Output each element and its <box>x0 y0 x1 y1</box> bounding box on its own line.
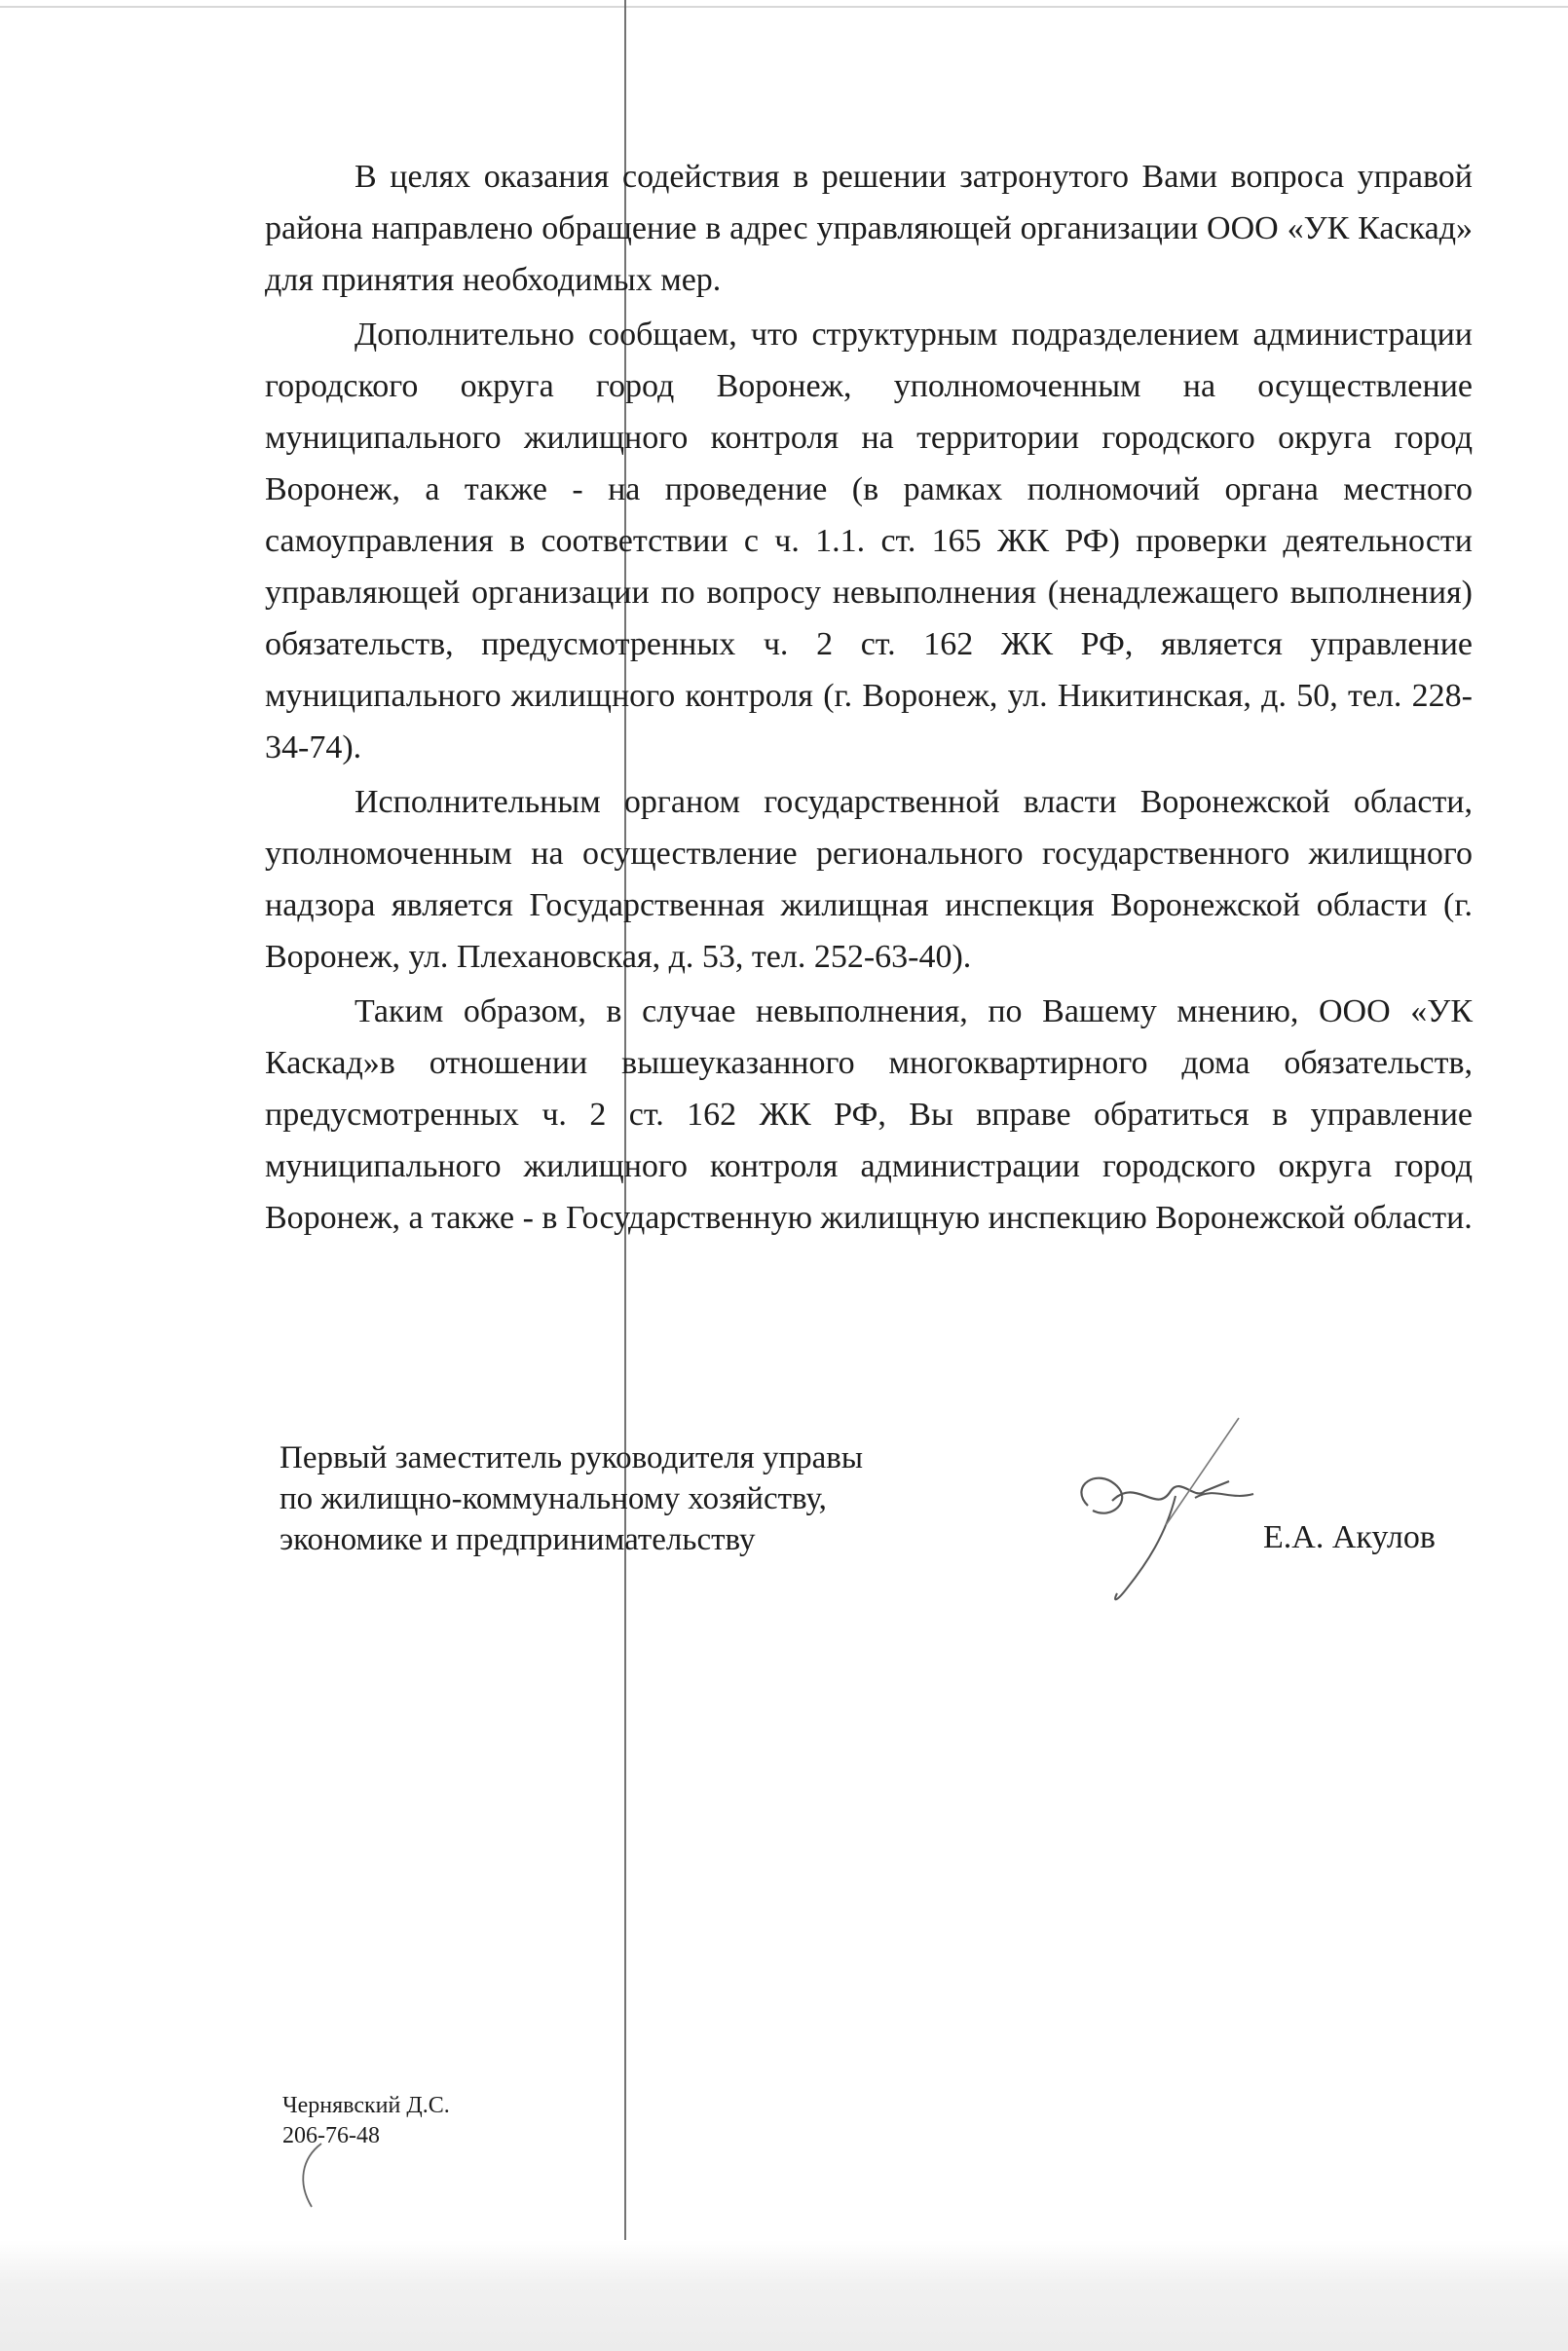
paragraph-request-sent: В целях оказания содействия в решении затронутого Вами вопроса управой района направлено обращение в адрес управляющей организации ООО «УК Каскад» для принятия необходимых мер. <box>265 159 1473 298</box>
executor-name: Чернявский Д.С. <box>282 2093 450 2118</box>
signer-position <box>280 1437 863 1560</box>
pen-stroke-mark <box>292 2139 351 2217</box>
signer-position-line: экономике и предпринимательству <box>280 1522 756 1557</box>
signature-block <box>280 1437 1487 1671</box>
paragraph-state-inspection: Исполнительным органом государственной власти Воронежской области, уполномоченным на осуществление регионального государственного жилищного надзора является Государственная жилищная инспекция Воронежской области (г. Воронеж, ул. Плехановская, д. 53, тел. 252-63-40). <box>265 784 1473 975</box>
paragraph-municipal-control: Дополнительно сообщаем, что структурным подразделением администрации городского округа город Воронеж, уполномоченным на осуществление муниципального жилищного контроля на территории городского округа город Воронеж, а также - на проведение (в рамках полномочий органа местного самоуправления в соответствии с ч. 1.1. ст. 165 ЖК РФ) проверки деятельности управляющей организации по вопросу невыполнения (ненадлежащего выполнения) обязательств, предусмотренных ч. 2 ст. 162 ЖК РФ, является управление муниципального жилищного контроля (г. Воронеж, ул. Никитинская, д. 50, тел. 228-34-74). <box>265 317 1473 765</box>
executor-phone: 206-76-48 <box>282 2123 380 2148</box>
letter-body <box>265 151 1473 1247</box>
scan-bottom-shadow <box>0 2240 1568 2351</box>
scan-border-line <box>0 6 1568 8</box>
signer-position-line: Первый заместитель руководителя управы <box>280 1440 864 1475</box>
paragraph-conclusion: Таким образом, в случае невыполнения, по Вашему мнению, ООО «УК Каскад»в отношении вышеуказанного многоквартирного дома обязательств, предусмотренных ч. 2 ст. 162 ЖК РФ, Вы вправе обратиться в управление муниципального жилищного контроля администрации городского округа город Воронеж, а также - в Государственную жилищную инспекцию Воронежской области. <box>265 993 1473 1236</box>
signer-position-line: по жилищно-коммунальному хозяйству, <box>280 1481 827 1516</box>
handwritten-signature-icon <box>1059 1408 1302 1623</box>
signer-name: Е.А. Акулов <box>1263 1519 1436 1555</box>
